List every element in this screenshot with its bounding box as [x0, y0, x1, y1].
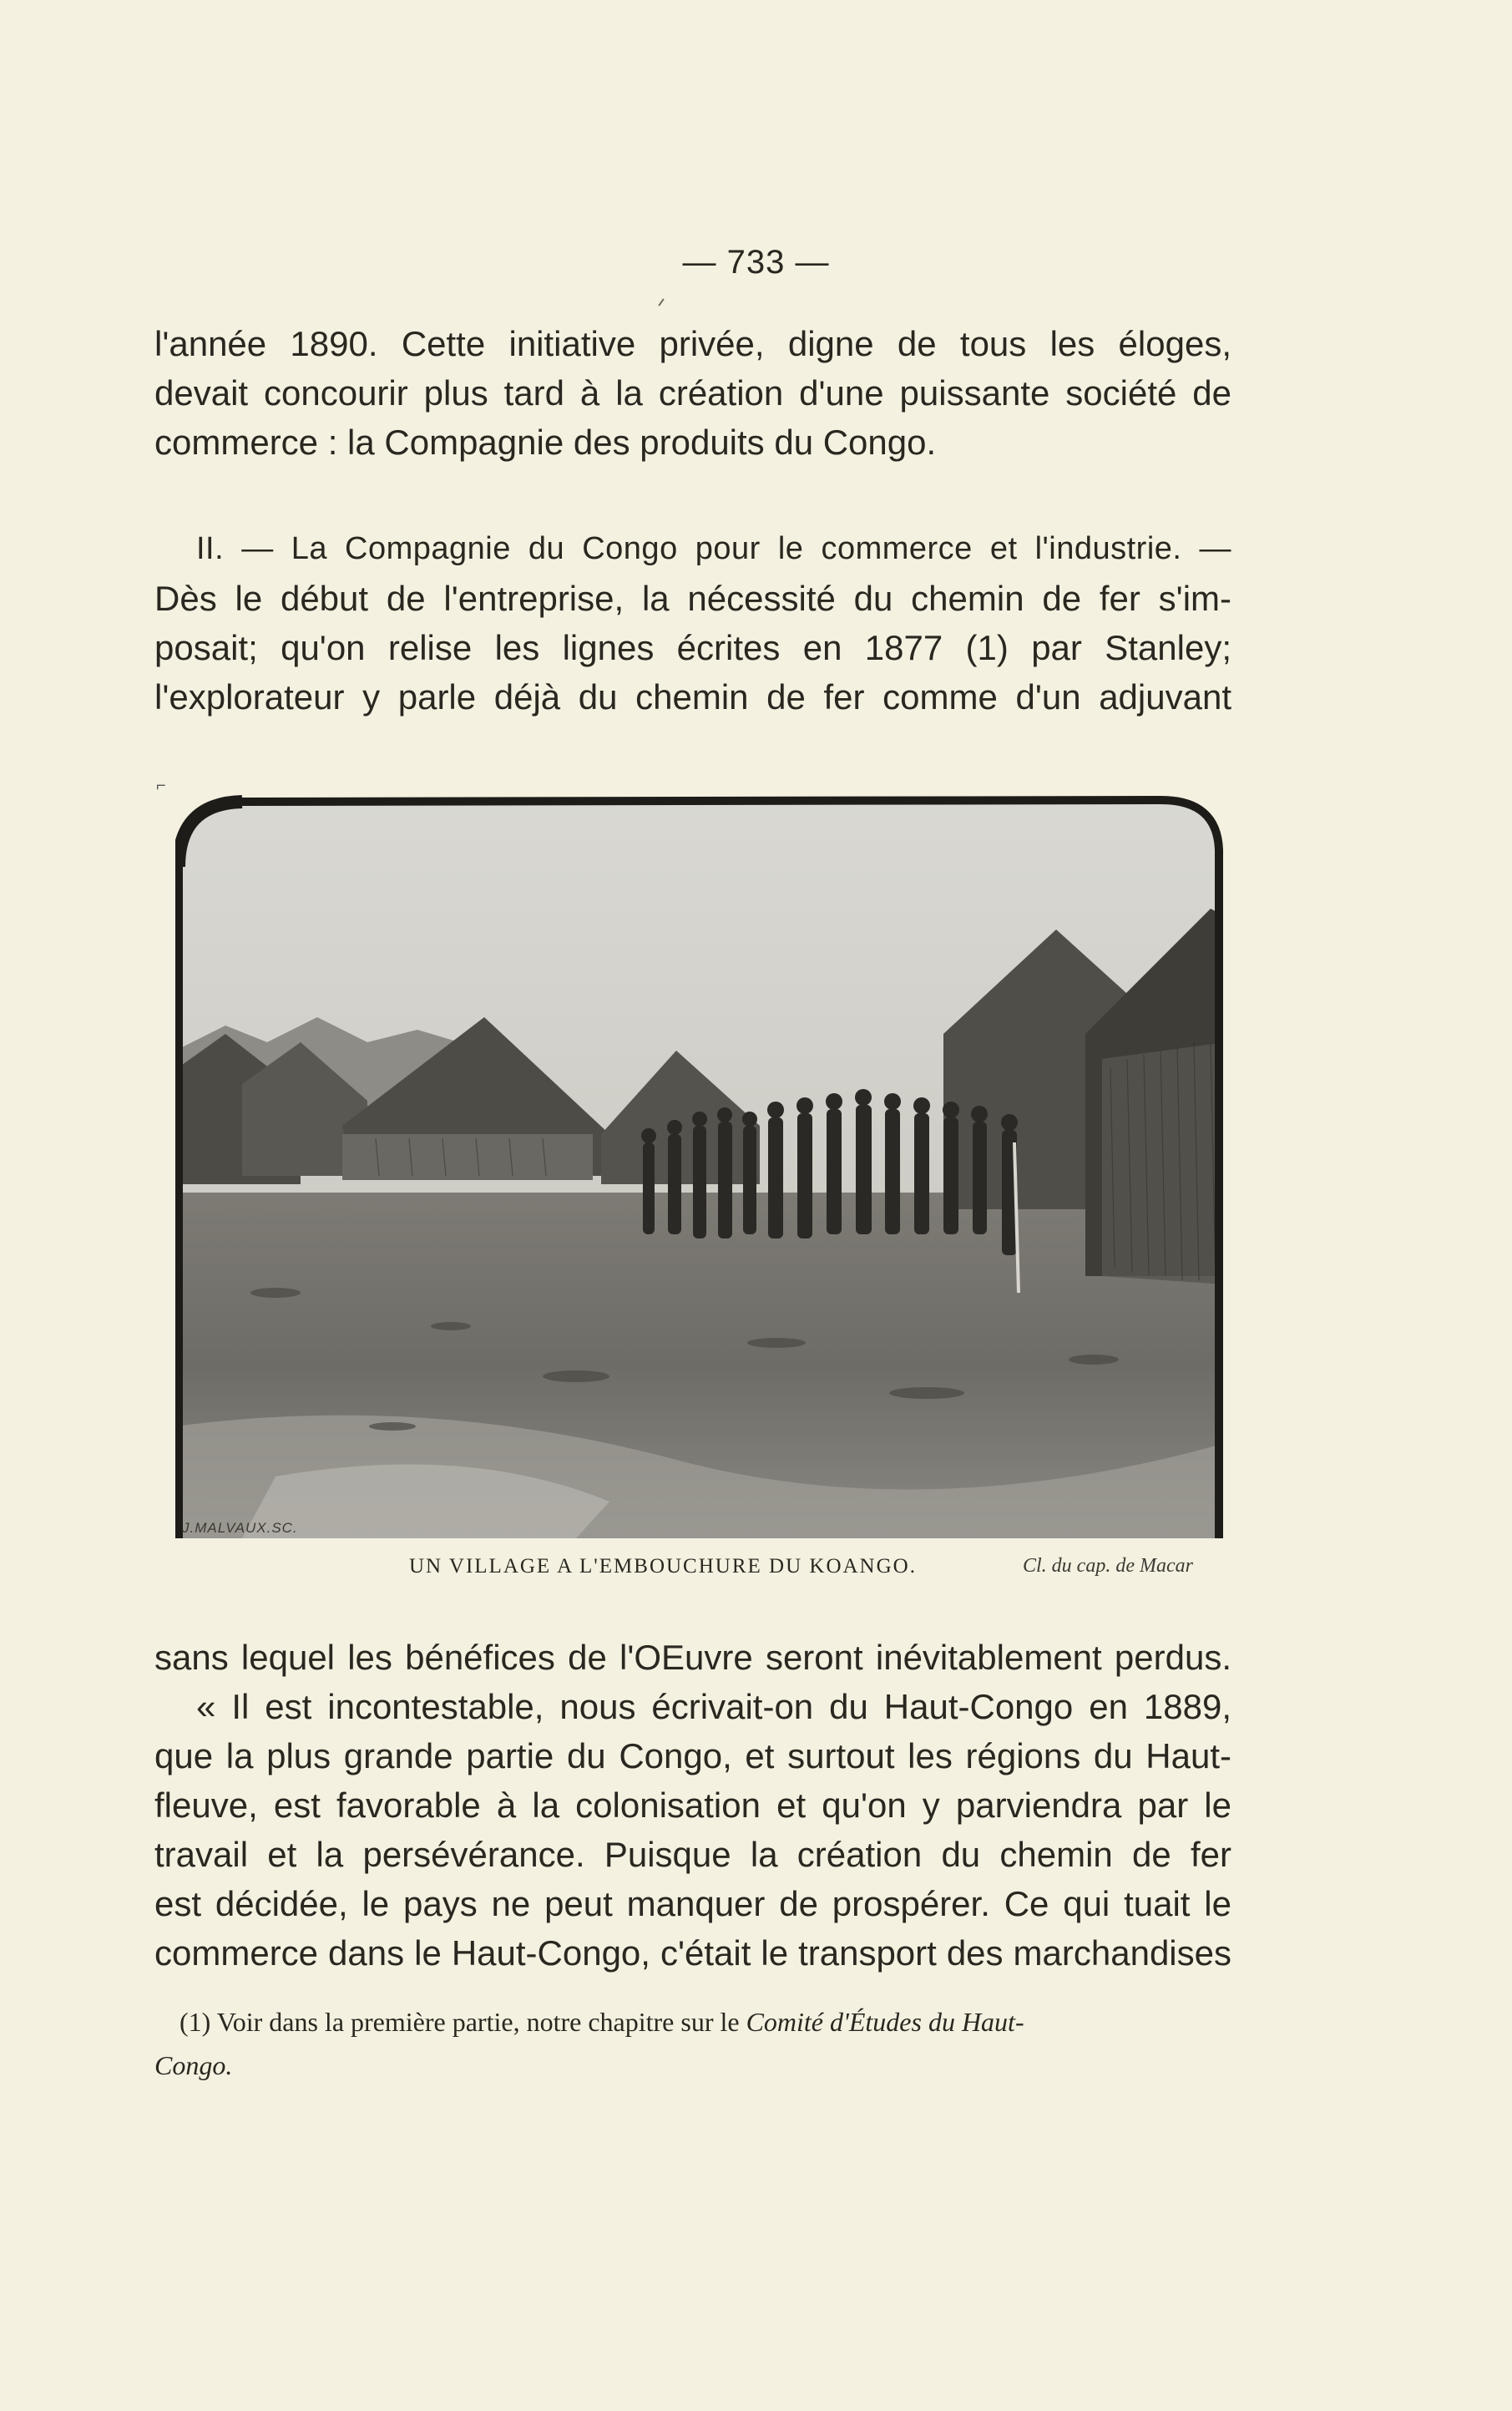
- text-line: travail et la persévérance. Puisque la création du chemin de fer: [154, 1835, 1231, 1874]
- footnote-italic: Comité d'Études du Haut-: [746, 2007, 1024, 2037]
- page-number: — 733 —: [682, 244, 830, 281]
- paragraph-1: [154, 319, 1231, 467]
- text-line: que la plus grande partie du Congo, et surtout les régions du Haut-: [154, 1736, 1231, 1775]
- text-line: Dès le début de l'entreprise, la nécessité du chemin de fer s'im-: [154, 579, 1231, 618]
- text-line: commerce dans le Haut-Congo, c'était le transport des marchandises: [154, 1933, 1231, 1973]
- footnote-line: [154, 2044, 1231, 2087]
- text-line: posait; qu'on relise les lignes écrites en 1877 (1) par Stanley;: [154, 628, 1231, 667]
- engraver-signature: J.MALVAUX.SC.: [182, 1520, 298, 1536]
- text-line: devait concourir plus tard à la création d'une puissante société de: [154, 373, 1231, 413]
- caption-title: UN VILLAGE A L'EMBOUCHURE DU KOANGO.: [409, 1555, 917, 1578]
- footnote-italic-cont: Congo.: [154, 2050, 233, 2080]
- text-line: l'année 1890. Cette initiative privée, digne de tous les éloges,: [154, 324, 1231, 363]
- photograph-image: [175, 792, 1226, 1538]
- village-photograph: [175, 792, 1226, 1538]
- text-line: commerce : la Compagnie des produits du Congo.: [154, 423, 937, 462]
- footnote-text: Voir dans la première partie, notre chapitre sur le: [216, 2007, 740, 2037]
- text-line: « Il est incontestable, nous écrivait-on du Haut-Congo en 1889,: [196, 1687, 1231, 1726]
- text-line: fleuve, est favorable à la colonisation et qu'on y parviendra par le: [154, 1785, 1231, 1825]
- text-line: l'explorateur y parle déjà du chemin de fer comme d'un adjuvant: [154, 677, 1231, 717]
- figure-caption: [0, 1555, 1512, 1588]
- footnote: [154, 2000, 1231, 2087]
- footnote-line: [154, 2000, 1231, 2044]
- section-ii: [154, 524, 1231, 722]
- text-line: est décidée, le pays ne peut manquer de prospérer. Ce qui tuait le: [154, 1884, 1231, 1923]
- footnote-mark: (1): [180, 2007, 211, 2037]
- stray-mark: ⌐: [156, 777, 166, 795]
- ink-mark: [658, 298, 664, 306]
- paragraph-2: [154, 1633, 1231, 1978]
- section-heading: II. — La Compagnie du Congo pour le commerce et l'industrie. —: [196, 531, 1231, 566]
- text-line: sans lequel les bénéfices de l'OEuvre seront inévitablement perdus.: [154, 1638, 1231, 1677]
- photo-credit: Cl. du cap. de Macar: [1023, 1555, 1193, 1577]
